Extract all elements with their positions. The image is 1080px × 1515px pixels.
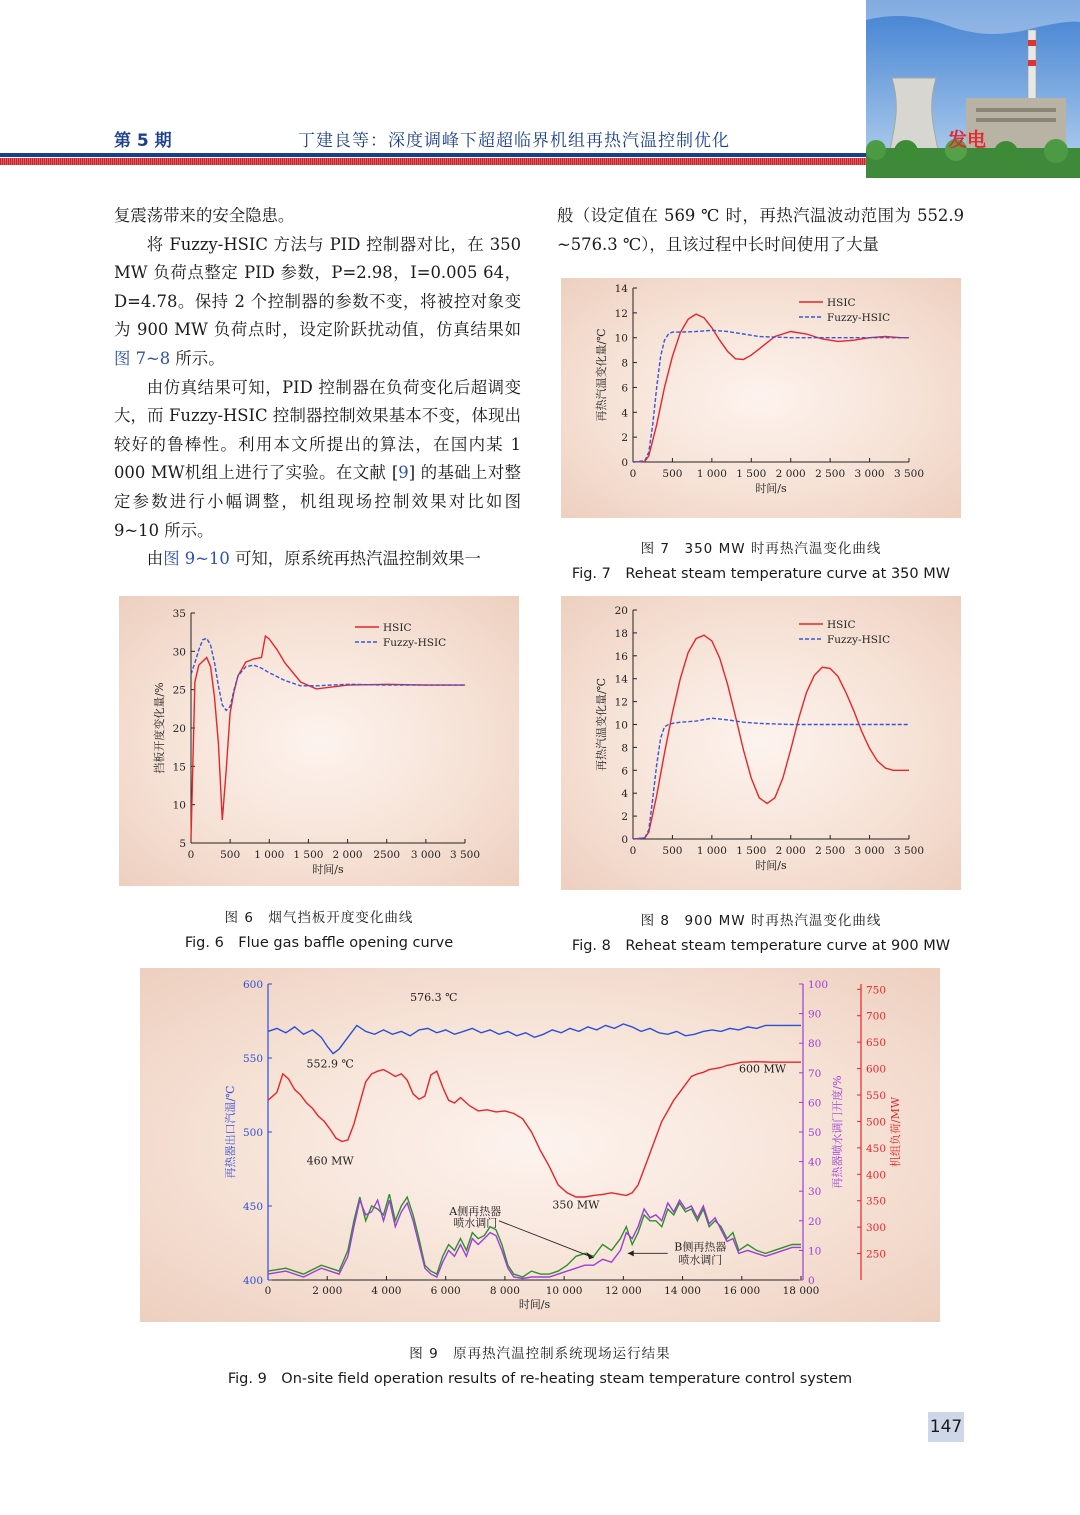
x-tick-label: 0 [264,1285,272,1297]
legend-label: HSIC [827,619,856,631]
y-tick-label: 2 [621,811,628,824]
series-line-fuzzy-hsic [191,638,465,710]
y-tick-label: 8 [621,357,628,370]
x-tick-label: 18 000 [782,1285,820,1297]
y-tick-label: 20 [172,723,186,735]
right-text-column [557,202,964,259]
y-tick-label: 40 [808,1156,822,1169]
x-tick-label: 3 000 [410,849,441,861]
y-tick-label: 8 [621,742,628,755]
y-tick-label: 30 [808,1186,822,1199]
fig9-chart [140,968,940,1322]
series-line-fuzzy-hsic [633,718,909,839]
x-tick-label: 3 000 [854,845,885,857]
fig7-caption-zh: 图 7 350 MW 时再热汽温变化曲线 [640,541,882,557]
y-tick-label: 550 [242,1053,263,1065]
x-tick-label: 8 000 [489,1285,520,1297]
y-tick-label: 50 [808,1127,822,1139]
paragraph [114,202,521,231]
y-tick-label: 400 [866,1169,887,1182]
x-tick-label: 0 [629,468,637,480]
header-stripe [0,158,866,165]
text-run: 将 Fuzzy-HSIC 方法与 PID 控制器对比，在 350 MW 负荷点整定 PID 参数，P=2.98，I=0.005 64，D=4.78。保持 2 个控制器的参数不变，将被控对象变为 900 MW 负荷点时，设定阶跃扰动值，仿真结果如 [114,234,521,340]
annotation-label: 350 MW [552,1198,600,1212]
issue-number: 第 5 期 [114,131,172,151]
cross-reference-link[interactable]: 图 9~10 [163,549,230,569]
x-tick-label: 1 000 [696,845,727,857]
y-tick-label: 4 [621,407,628,420]
series-line [268,1062,801,1197]
text-run: 般（设定值在 569 ℃ 时，再热汽温波动范围为 552.9 ~576.3 ℃），且该过程中长时间使用了大量 [557,206,964,254]
fig7-caption-en: Fig. 7 Reheat steam temperature curve at 350 MW [571,566,951,582]
fig9-caption-zh: 图 9 原再热汽温控制系统现场运行结果 [409,1346,671,1362]
text-run: 所示。 [170,348,225,368]
x-tick-label: 1 500 [736,468,767,480]
y-axis-label: 挡板开度变化量/% [153,682,166,774]
y-tick-label: 10 [614,719,628,732]
fig7-chart [561,278,961,518]
y-tick-label: 5 [179,838,186,850]
annotation-label: A侧再热器 [449,1204,502,1218]
header-rule [0,153,866,157]
page-number: 147 [928,1412,964,1442]
x-tick-label: 1 000 [254,849,285,861]
paragraph [557,202,964,259]
text-run: 由 [146,549,164,569]
x-tick-label: 2 000 [775,845,806,857]
y-tick-label: 70 [808,1067,822,1080]
x-tick-label: 2 500 [815,468,846,480]
y-tick-label: 0 [808,1275,815,1287]
y-tick-label: 0 [621,457,628,469]
x-tick-label: 2 000 [312,1285,343,1297]
x-tick-label: 500 [220,849,241,861]
y-tick-label: 600 [242,979,263,991]
power-plant-photo [866,0,1080,178]
x-tick-label: 1 500 [736,845,767,857]
y-tick-label: 750 [866,984,887,997]
fig6-caption-zh: 图 6 烟气挡板开度变化曲线 [224,910,414,926]
figure-8 [561,596,961,890]
annotation-arrowhead [628,1250,634,1256]
fig9-caption-en: Fig. 9 On-site field operation results of re-heating steam temperature control system [227,1371,853,1387]
x-tick-label: 1 500 [293,849,324,861]
y-axis-label: 机组负荷/MW [889,1096,902,1168]
x-axis-label: 时间/s [312,863,344,876]
annotation-label: 576.3 ℃ [410,991,458,1005]
series-line-hsic [191,636,465,839]
y-tick-label: 10 [614,332,628,345]
y-tick-label: 6 [621,765,628,778]
y-tick-label: 35 [172,608,186,620]
x-axis-label: 时间/s [755,859,787,872]
y-tick-label: 12 [614,307,628,320]
figure-6-caption [119,906,519,952]
fig6-caption-en: Fig. 6 Flue gas baffle opening curve [184,935,454,951]
paragraph [114,374,521,546]
x-tick-label: 2500 [373,849,401,861]
legend-label: HSIC [827,297,856,309]
y-axis-label: 再热器出口汽温/℃ [224,1085,237,1179]
x-axis-label: 时间/s [518,1298,551,1311]
y-tick-label: 650 [866,1037,887,1050]
y-tick-label: 0 [621,834,628,846]
text-run: ] 的基础上对整定参数进行小幅调整，机组现场控制效果对比如图 9~10 所示。 [114,463,521,540]
x-tick-label: 3 500 [449,849,481,861]
x-axis-label: 时间/s [755,482,787,495]
x-tick-label: 6 000 [430,1285,461,1297]
x-tick-label: 0 [187,849,195,861]
figure-9-caption [140,1342,940,1388]
fig6-chart [119,596,519,886]
figure-6 [119,596,519,886]
y-tick-label: 450 [242,1201,263,1213]
y-tick-label: 20 [808,1215,822,1228]
annotation-label: 喷水调门 [453,1216,498,1230]
x-tick-label: 500 [662,468,683,480]
x-tick-label: 0 [629,845,637,857]
text-run: 由仿真结果可知，PID 控制器在负荷变化后超调变大，而 Fuzzy-HSIC 控制器控制效果基本不变，体现出较好的鲁棒性。利用本文所提出的算法，在国内某 1 000 MW机组上进行了实验。在文献 [ [114,377,521,483]
y-tick-label: 25 [172,684,186,697]
y-tick-label: 350 [866,1195,887,1208]
y-tick-label: 400 [242,1275,263,1287]
y-tick-label: 15 [172,761,186,774]
fig8-caption-en: Fig. 8 Reheat steam temperature curve at 900 MW [571,938,951,954]
legend-label: Fuzzy-HSIC [827,312,891,324]
x-tick-label: 12 000 [604,1285,642,1297]
annotation-label: 552.9 ℃ [306,1057,354,1071]
y-tick-label: 16 [614,650,628,663]
fig8-chart [561,596,961,890]
legend-label: Fuzzy-HSIC [827,634,891,646]
running-title: 丁建良等：深度调峰下超超临界机组再热汽温控制优化 [298,131,730,151]
x-tick-label: 500 [662,845,683,857]
x-tick-label: 1 000 [696,468,727,480]
y-tick-label: 60 [808,1097,822,1110]
y-tick-label: 18 [614,627,628,640]
y-tick-label: 30 [172,646,186,659]
legend-label: Fuzzy-HSIC [383,637,447,649]
fig8-caption-zh: 图 8 900 MW 时再热汽温变化曲线 [640,913,882,929]
y-tick-label: 600 [866,1063,887,1076]
x-tick-label: 2 500 [815,845,846,857]
y-tick-label: 90 [808,1008,822,1021]
annotation-arrow [499,1221,594,1258]
figure-9 [140,968,940,1322]
y-tick-label: 450 [866,1142,887,1155]
y-tick-label: 250 [866,1248,887,1261]
y-axis-label: 再热器喷水调门开度/% [831,1075,844,1189]
paragraph [114,231,521,374]
x-tick-label: 4 000 [371,1285,402,1297]
paragraph [114,545,521,574]
annotation-label: 460 MW [306,1154,354,1168]
y-tick-label: 500 [866,1116,887,1129]
series-line [268,1200,801,1278]
x-tick-label: 3 500 [893,845,925,857]
y-tick-label: 6 [621,382,628,395]
x-tick-label: 3 500 [893,468,925,480]
figure-7 [561,278,961,518]
series-line-hsic [633,635,909,839]
y-tick-label: 4 [621,788,628,801]
annotation-label: 600 MW [738,1062,787,1076]
x-tick-label: 14 000 [664,1285,701,1297]
legend-label: HSIC [383,622,412,634]
y-tick-label: 80 [808,1038,822,1051]
y-tick-label: 14 [614,283,628,295]
y-tick-label: 10 [172,799,186,812]
figure-7-caption [561,537,961,583]
y-tick-label: 2 [621,432,628,445]
y-tick-label: 20 [614,605,628,617]
annotation-label: 喷水调门 [678,1253,723,1267]
y-tick-label: 12 [614,696,628,709]
y-axis-label: 再热汽温变化量/℃ [595,677,608,772]
y-axis-label: 再热汽温变化量/℃ [595,328,608,422]
y-tick-label: 300 [866,1222,887,1235]
logo-text: 发电 [948,129,987,151]
y-tick-label: 14 [614,673,628,686]
left-text-column [114,202,521,574]
text-run: 可知，原系统再热汽温控制效果一 [229,549,481,569]
cross-reference-link[interactable]: 9 [398,463,409,483]
cross-reference-link[interactable]: 图 7~8 [114,348,171,368]
x-tick-label: 10 000 [545,1285,583,1297]
annotation-label: B侧再热器 [674,1240,727,1254]
text-run: 复震荡带来的安全隐患。 [114,206,295,225]
y-tick-label: 700 [866,1010,887,1023]
x-tick-label: 3 000 [854,468,885,480]
y-tick-label: 500 [242,1127,263,1139]
x-tick-label: 16 000 [723,1285,761,1297]
series-line-hsic [633,314,909,462]
y-tick-label: 100 [808,979,829,991]
series-line [268,1024,801,1054]
y-tick-label: 10 [808,1245,822,1258]
y-tick-label: 550 [866,1090,887,1102]
figure-8-caption [561,909,961,955]
x-tick-label: 2 000 [775,468,806,480]
x-tick-label: 2 000 [332,849,363,861]
